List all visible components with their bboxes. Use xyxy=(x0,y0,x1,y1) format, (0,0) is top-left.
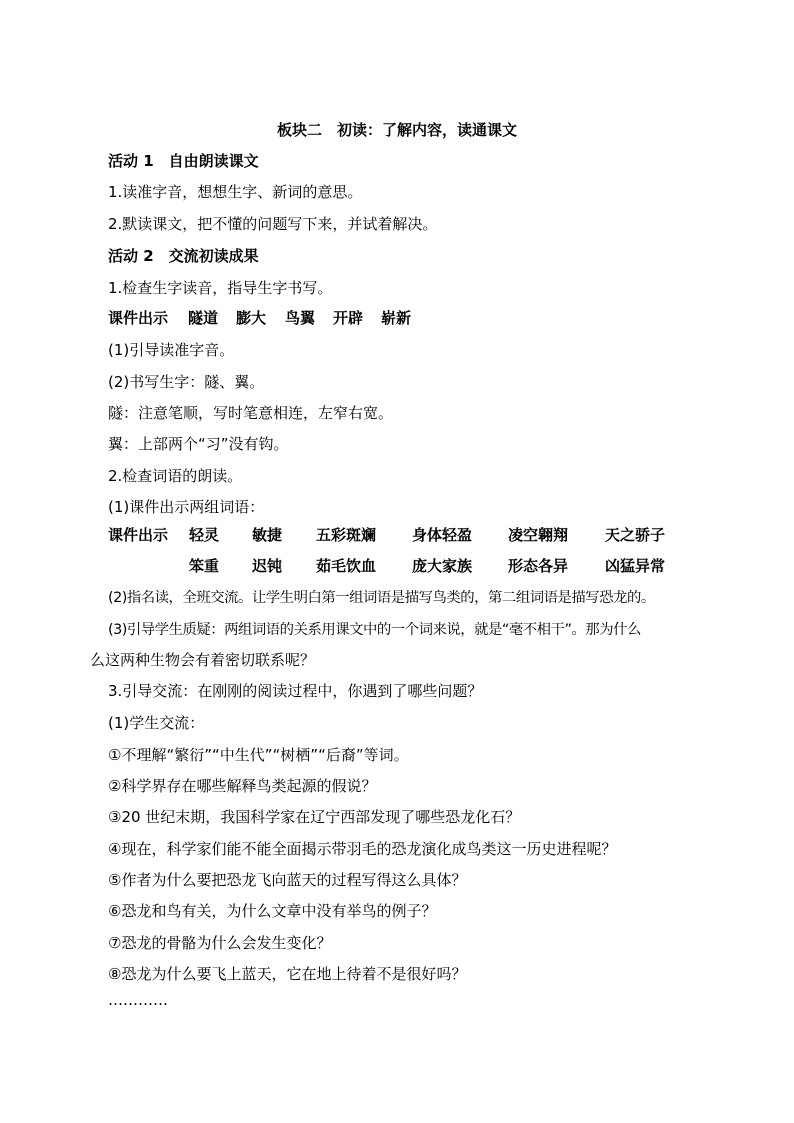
paragraph: (1)课件出示两组词语： xyxy=(108,498,265,516)
paragraph: 隧：注意笔顺，写时笔意相连，左窄右宽。 xyxy=(108,404,394,422)
courseware-label: 课件出示 xyxy=(108,526,169,544)
question-item: ⑤作者为什么要把恐龙飞向蓝天的过程写得这么具体？ xyxy=(108,871,467,889)
vocab-word: 隧道 xyxy=(188,309,219,327)
ellipsis: ………… xyxy=(108,991,168,1009)
question-item: ③20 世纪末期，我国科学家在辽宁西部发现了哪些恐龙化石？ xyxy=(108,808,521,826)
vocab-word: 迟钝 xyxy=(252,557,283,575)
activity-2-heading: 活动 2 交流初读成果 xyxy=(108,247,259,265)
paragraph: 2.检查词语的朗读。 xyxy=(108,467,243,485)
question-item: ①不理解“繁衍”“中生代”“树栖”“后裔”等词。 xyxy=(108,746,409,764)
paragraph: (2)指名读，全班交流。让学生明白第一组词语是描写鸟类的，第二组词语是描写恐龙的。 xyxy=(108,590,655,606)
paragraph: 2.默读课文，把不懂的问题写下来，并试着解决。 xyxy=(108,215,438,233)
vocab-word: 五彩斑斓 xyxy=(316,526,377,544)
vocab-word: 膨大 xyxy=(236,309,267,327)
question-item: ②科学界存在哪些解释鸟类起源的假说？ xyxy=(108,777,377,795)
vocab-word: 敏捷 xyxy=(252,526,283,544)
courseware-row-2 xyxy=(108,525,688,545)
paragraph-continuation: 么这两种生物会有着密切联系呢？ xyxy=(90,651,316,669)
courseware-row-1 xyxy=(108,308,428,328)
paragraph: (1)引导读准字音。 xyxy=(108,341,235,359)
vocab-word: 形态各异 xyxy=(508,557,569,575)
vocab-word: 凶猛异常 xyxy=(605,557,666,575)
courseware-row-3 xyxy=(108,556,688,576)
vocab-word: 开辟 xyxy=(333,309,364,327)
paragraph: (3)引导学生质疑：两组词语的关系用课文中的一个词来说，就是“毫不相干”。那为什么 xyxy=(108,622,641,638)
activity-1-heading: 活动 1 自由朗读课文 xyxy=(108,152,259,170)
vocab-word: 茹毛饮血 xyxy=(316,557,377,575)
question-item: ⑥恐龙和鸟有关，为什么文章中没有举鸟的例子？ xyxy=(108,902,437,920)
paragraph: 翼：上部两个“习”没有钩。 xyxy=(108,435,289,453)
paragraph: (2)书写生字：隧、翼。 xyxy=(108,373,265,391)
paragraph: (1)学生交流： xyxy=(108,714,205,732)
courseware-label: 课件出示 xyxy=(108,309,169,327)
vocab-word: 鸟翼 xyxy=(285,309,316,327)
vocab-word: 天之骄子 xyxy=(605,526,666,544)
vocab-word: 庞大家族 xyxy=(412,557,473,575)
paragraph: 1.读准字音，想想生字、新词的意思。 xyxy=(108,183,363,201)
vocab-word: 凌空翱翔 xyxy=(508,526,569,544)
vocab-word: 笨重 xyxy=(189,557,220,575)
vocab-word: 轻灵 xyxy=(189,526,220,544)
question-item: ⑦恐龙的骨骼为什么会发生变化？ xyxy=(108,934,332,952)
question-item: ⑧恐龙为什么要飞上蓝天，它在地上待着不是很好吗？ xyxy=(108,965,467,983)
vocab-word: 崭新 xyxy=(381,309,412,327)
vocab-word: 身体轻盈 xyxy=(412,526,473,544)
paragraph: 1.检查生字读音，指导生字书写。 xyxy=(108,279,333,297)
question-item: ④现在，科学家们能不能全面揭示带羽毛的恐龙演化成鸟类这一历史进程呢？ xyxy=(108,840,617,858)
section-title: 板块二 初读：了解内容，读通课文 xyxy=(276,121,517,139)
paragraph: 3.引导交流：在刚刚的阅读过程中，你遇到了哪些问题？ xyxy=(108,682,483,700)
